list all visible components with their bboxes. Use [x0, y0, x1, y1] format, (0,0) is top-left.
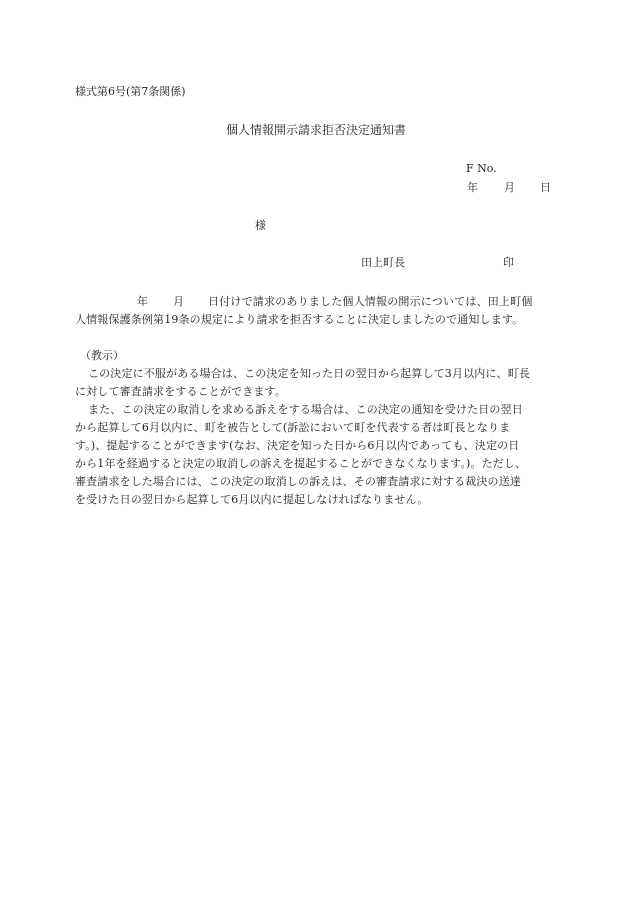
notice-line: から1年を経過すると決定の取消しの訴えを提起することができなくなります。)。ただし、 [75, 457, 527, 470]
notice-line: から起算して6月以内に、町を被告として(訴訟において町を代表する者は町長となりま [75, 421, 511, 434]
body-date-year: 年 [137, 295, 148, 308]
notice-line: 審査請求をした場合には、この決定の取消しの訴えは、その審査請求に対する裁決の送達 [75, 475, 521, 488]
notice-line: す。)、提起することができます(なお、決定を知った日から6月以内であっても、決定の日 [75, 439, 520, 452]
document-number: F No. [466, 162, 497, 175]
body-date-month: 月 [173, 295, 184, 308]
body-line-2: 人情報保護条例第19条の規定により請求を拒否することに決定しましたので通知します。 [75, 313, 524, 326]
sender-name: 田上町長 [361, 256, 405, 269]
notice-heading: （教示） [80, 349, 124, 362]
document-title: 個人情報開示請求拒否決定通知書 [226, 123, 407, 137]
date-month-label: 月 [504, 181, 515, 194]
form-number: 様式第6号(第7条関係) [75, 85, 186, 98]
notice-line: また、この決定の取消しを求める訴えをする場合は、この決定の通知を受けた日の翌日 [88, 403, 523, 416]
notice-line: この決定に不服がある場合は、この決定を知った日の翌日から起算して3月以内に、町長 [88, 367, 530, 380]
notice-line: に対して審査請求をすることができます。 [75, 385, 286, 398]
recipient-suffix: 様 [255, 219, 266, 232]
date-day-label: 日 [540, 181, 551, 194]
body-line-1: 日付けで請求のありました個人情報の開示については、田上町個 [208, 295, 533, 308]
date-year-label: 年 [467, 181, 478, 194]
notice-line: を受けた日の翌日から起算して6月以内に提起しなければなりません。 [75, 493, 429, 506]
seal-mark: 印 [503, 256, 514, 269]
